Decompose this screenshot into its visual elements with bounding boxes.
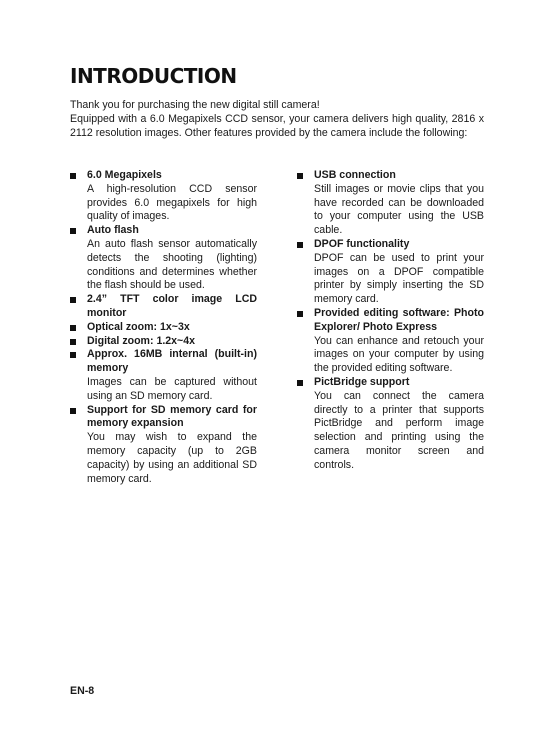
feature-item (297, 376, 484, 473)
feature-title: PictBridge support (314, 375, 410, 388)
feature-item (70, 224, 257, 293)
feature-description: Images can be captured without using an SD memory card. (87, 375, 257, 402)
intro-text (70, 99, 484, 140)
square-bullet-icon (70, 408, 76, 414)
feature-title: 2.4” TFT color image LCD monitor (87, 293, 257, 319)
feature-title: DPOF functionality (314, 237, 410, 250)
feature-list-right (297, 169, 484, 473)
page-number: EN-8 (70, 685, 95, 697)
feature-item (70, 335, 257, 349)
square-bullet-icon (70, 352, 76, 358)
feature-description: You can enhance and retouch your images on your computer by using the provided editing software. (314, 334, 484, 375)
feature-title: 6.0 Megapixels (87, 169, 162, 181)
feature-item (70, 348, 257, 403)
feature-description: A high-resolution CCD sensor provides 6.0 megapixels for high quality of images. (87, 182, 257, 223)
feature-description: An auto flash sensor automatically detects the shooting (lighting) conditions and determines whether the flash should be used. (87, 237, 257, 292)
feature-title: Support for SD memory card for memory expansion (87, 403, 257, 430)
square-bullet-icon (70, 173, 76, 179)
page-title: INTRODUCTION (70, 64, 237, 88)
feature-item (297, 169, 484, 238)
feature-title: Optical zoom: 1x~3x (87, 320, 190, 333)
feature-item (70, 404, 257, 487)
feature-item (70, 321, 257, 335)
feature-title: Auto flash (87, 224, 139, 237)
square-bullet-icon (297, 242, 303, 248)
square-bullet-icon (70, 297, 76, 303)
feature-item (70, 169, 257, 224)
square-bullet-icon (297, 311, 303, 317)
square-bullet-icon (70, 228, 76, 234)
feature-title: Provided editing software: Photo Explorer/ Photo Express (314, 306, 484, 333)
feature-description: Still images or movie clips that you have recorded can be downloaded to your computer using the USB cable. (314, 182, 484, 237)
intro-line-features: Equipped with a 6.0 Megapixels CCD sensor, your camera delivers high quality, 2816 x 2112 resolution images. Other features provided by the camera include the following: (70, 112, 484, 139)
feature-description: You can connect the camera directly to a printer that supports PictBridge and perform image selection and printing using the camera monitor screen and controls. (314, 389, 484, 471)
feature-title: Digital zoom: 1.2x~4x (87, 334, 196, 347)
square-bullet-icon (297, 173, 303, 179)
intro-line-thanks: Thank you for purchasing the new digital still camera! (70, 99, 320, 111)
square-bullet-icon (70, 339, 76, 345)
square-bullet-icon (297, 380, 303, 386)
feature-list-left (70, 169, 257, 486)
feature-title: USB connection (314, 169, 396, 181)
square-bullet-icon (70, 325, 76, 331)
feature-description: DPOF can be used to print your images on a DPOF compatible printer by simply inserting the SD memory card. (314, 251, 484, 306)
feature-item (297, 307, 484, 376)
feature-item (70, 293, 257, 321)
feature-item (297, 238, 484, 307)
feature-description: You may wish to expand the memory capacity (up to 2GB capacity) by using an additional SD memory card. (87, 431, 257, 485)
feature-title: Approx. 16MB internal (built-in) memory (87, 348, 257, 375)
